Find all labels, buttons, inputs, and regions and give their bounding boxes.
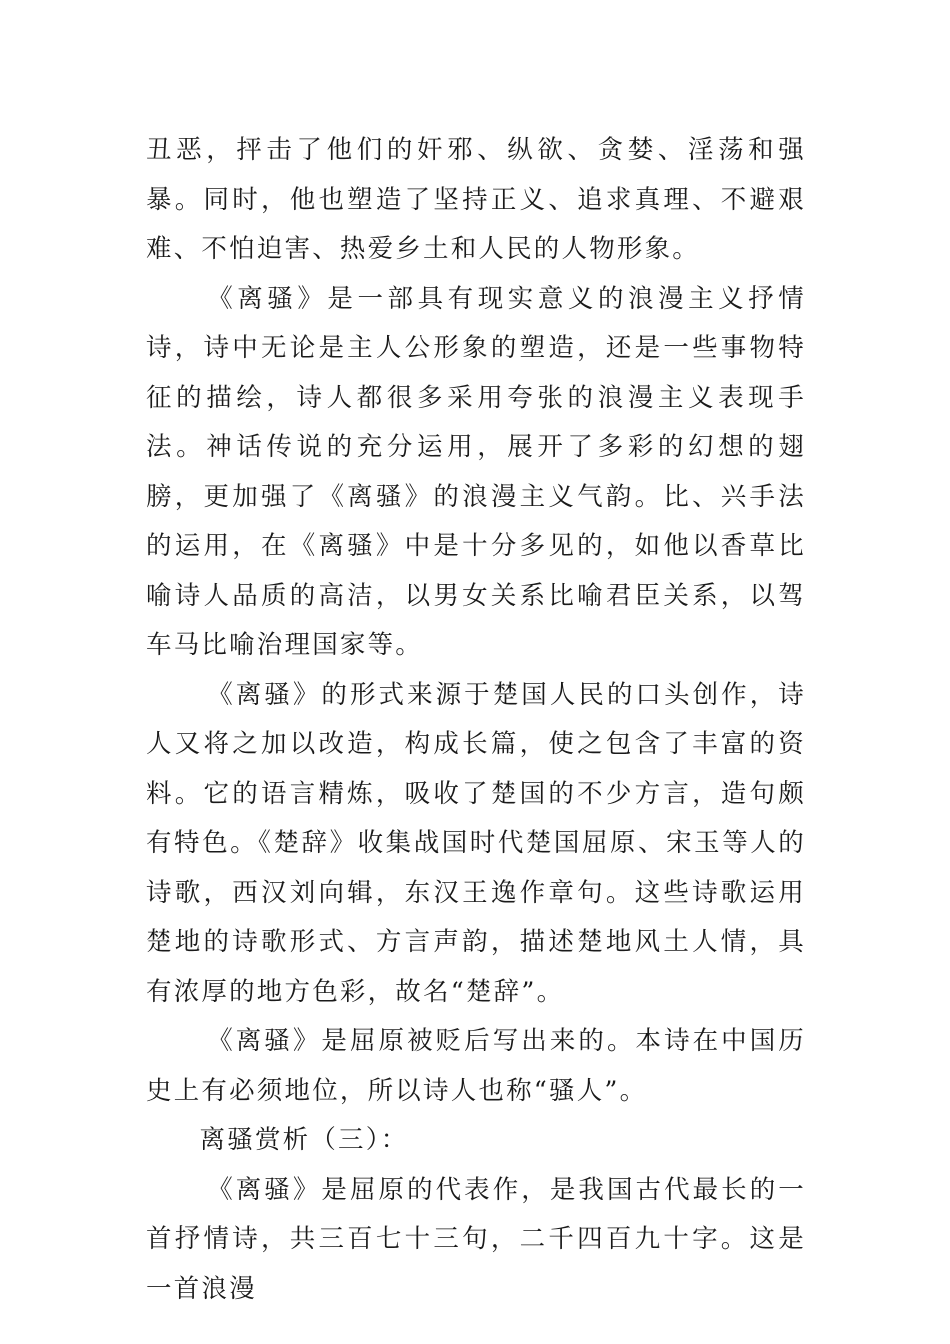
section-heading: 离骚赏析（三）： bbox=[199, 1125, 409, 1155]
paragraph-1: 丑恶，抨击了他们的奸邪、纵欲、贪婪、淫荡和强暴。同时，他也塑造了坚持正义、追求真理、不避艰难、不怕迫害、热爱乡土和人民的人物形象。 bbox=[146, 135, 806, 264]
paragraph-4: 《离骚》是屈原被贬后写出来的。本诗在中国历史上有必须地位，所以诗人也称“骚人”。 bbox=[146, 1026, 806, 1106]
paragraph-5: 《离骚》是屈原的代表作，是我国古代最长的一首抒情诗，共三百七十三句，二千四百九十字。这是一首浪漫 bbox=[146, 1174, 806, 1304]
paragraph-3: 《离骚》的形式来源于楚国人民的口头创作，诗人又将之加以改造，构成长篇，使之包含了丰富的资料。它的语言精炼，吸收了楚国的不少方言，造句颇有特色。《楚辞》收集战国时代楚国屈原、宋玉等人的诗歌，西汉刘向辑，东汉王逸作章句。这些诗歌运用楚地的诗歌形式、方言声韵，描述楚地风土人情，具有浓厚的地方色彩，故名“楚辞”。 bbox=[146, 679, 806, 1007]
document-body bbox=[146, 126, 806, 1314]
paragraph-2: 《离骚》是一部具有现实意义的浪漫主义抒情诗，诗中无论是主人公形象的塑造，还是一些事物特征的描绘，诗人都很多采用夸张的浪漫主义表现手法。神话传说的充分运用，展开了多彩的幻想的翅膀，更加强了《离骚》的浪漫主义气韵。比、兴手法的运用，在《离骚》中是十分多见的，如他以香草比喻诗人品质的高洁，以男女关系比喻君臣关系，以驾车马比喻治理国家等。 bbox=[146, 283, 806, 660]
